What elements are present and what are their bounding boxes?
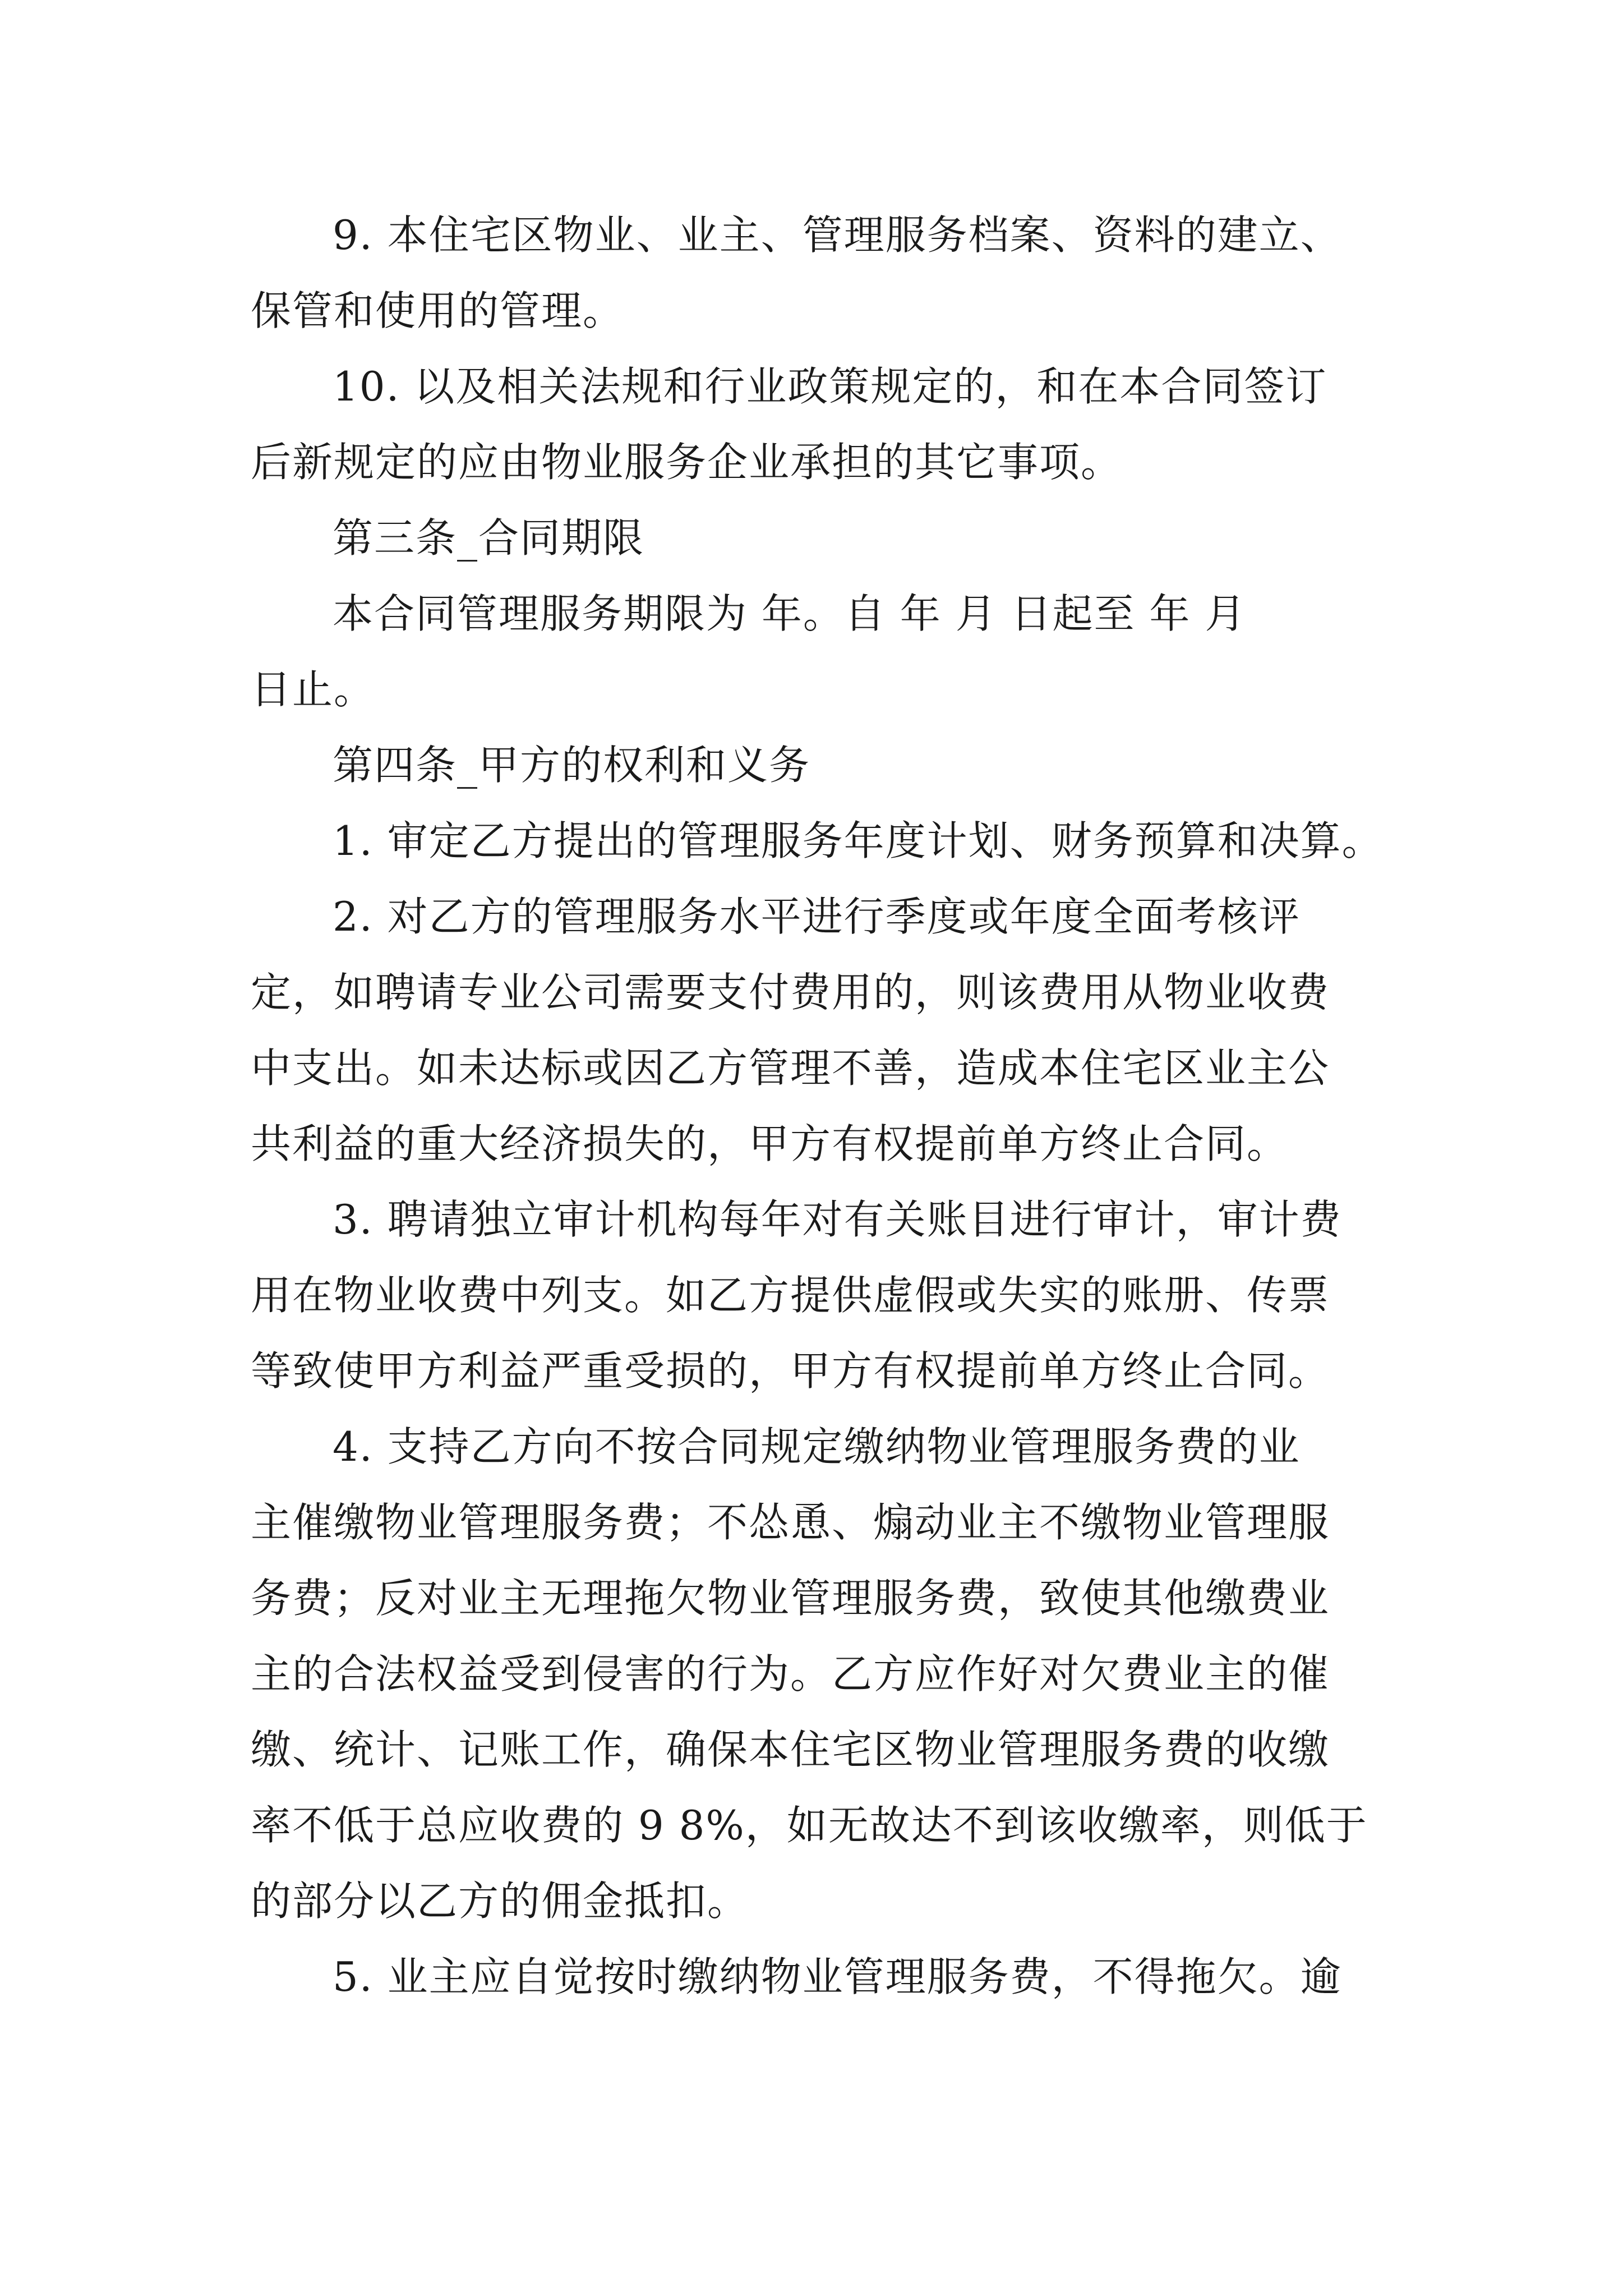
- text-line: 的部分以乙方的佣金抵扣。: [251, 1878, 749, 1925]
- text-line: 5. 业主应自觉按时缴纳物业管理服务费，不得拖欠。逾: [333, 1953, 1342, 2000]
- text-line: 第三条_合同期限: [333, 514, 645, 562]
- document-body: [251, 197, 1541, 2015]
- text-line: 主催缴物业管理服务费；不怂恿、煽动业主不缴物业管理服: [251, 1499, 1330, 1546]
- text-line: 中支出。如未达标或因乙方管理不善，造成本住宅区业主公: [251, 1045, 1330, 1092]
- text-line: 日止。: [251, 666, 376, 713]
- text-line: 后新规定的应由物业服务企业承担的其它事项。: [251, 439, 1123, 486]
- text-line: 主的合法权益受到侵害的行为。乙方应作好对欠费业主的催: [251, 1650, 1330, 1697]
- text-line: 第四条_甲方的权利和义务: [333, 742, 811, 789]
- text-line: 率不低于总应收费的 9 8%，如无故达不到该收缴率，则低于: [251, 1802, 1368, 1849]
- text-line: 缴、统计、记账工作，确保本住宅区物业管理服务费的收缴: [251, 1726, 1330, 1773]
- text-line: 用在物业收费中列支。如乙方提供虚假或失实的账册、传票: [251, 1272, 1330, 1319]
- text-line: 保管和使用的管理。: [251, 287, 625, 334]
- text-line: 4. 支持乙方向不按合同规定缴纳物业管理服务费的业: [333, 1423, 1301, 1470]
- text-line: 等致使甲方利益严重受损的，甲方有权提前单方终止合同。: [251, 1347, 1330, 1395]
- text-line: 1. 审定乙方提出的管理服务年度计划、财务预算和决算。: [333, 817, 1384, 864]
- text-line: 9. 本住宅区物业、业主、管理服务档案、资料的建立、: [333, 211, 1342, 259]
- text-line: 本合同管理服务期限为 年。自 年 月 日起至 年 月: [333, 590, 1247, 637]
- text-line: 3. 聘请独立审计机构每年对有关账目进行审计，审计费: [333, 1196, 1342, 1243]
- text-line: 10. 以及相关法规和行业政策规定的，和在本合同签订: [333, 363, 1327, 410]
- text-line: 务费；反对业主无理拖欠物业管理服务费，致使其他缴费业: [251, 1575, 1330, 1622]
- text-line: 共利益的重大经济损失的，甲方有权提前单方终止合同。: [251, 1120, 1289, 1167]
- text-line: 2. 对乙方的管理服务水平进行季度或年度全面考核评: [333, 893, 1301, 940]
- text-line: 定，如聘请专业公司需要支付费用的，则该费用从物业收费: [251, 969, 1330, 1016]
